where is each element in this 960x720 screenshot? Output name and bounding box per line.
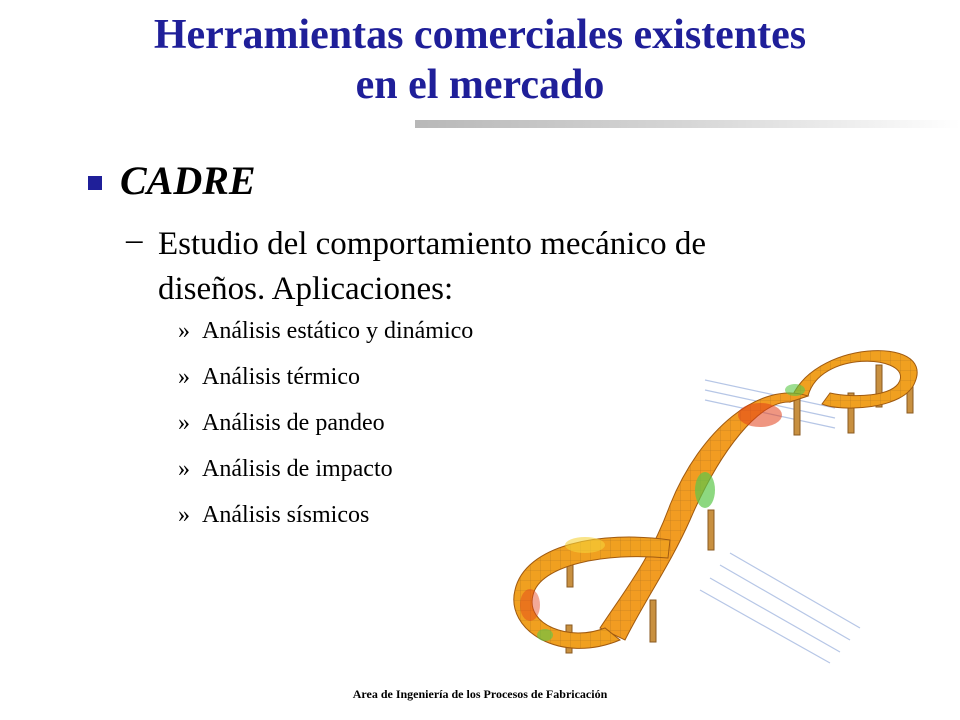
list-item: [178, 502, 369, 529]
title-line-2: en el mercado: [355, 62, 605, 108]
list-item: [178, 456, 393, 483]
item-label: Análisis de impacto: [202, 456, 393, 482]
title-line-1: Herramientas comerciales existentes: [153, 12, 807, 58]
sub-bullet-text: Estudio del comportamiento mecánico de diseños. Aplicaciones:: [158, 226, 706, 307]
square-bullet-icon: [88, 176, 102, 190]
footer-text: Area de Ingeniería de los Procesos de Fabricación: [352, 687, 608, 701]
item-marker: »: [178, 318, 190, 344]
slide-title: [0, 10, 960, 110]
bullet-cadre: CADRE: [120, 158, 256, 203]
title-divider: [415, 120, 960, 128]
item-marker: »: [178, 364, 190, 390]
item-label: Análisis térmico: [202, 364, 360, 390]
list-item: [178, 410, 385, 437]
item-marker: »: [178, 502, 190, 528]
item-marker: »: [178, 410, 190, 436]
fea-ramp-model: [500, 340, 920, 670]
item-label: Análisis de pandeo: [202, 410, 385, 436]
item-marker: »: [178, 456, 190, 482]
list-item: [178, 318, 473, 345]
item-label: Análisis sísmicos: [202, 502, 370, 528]
list-item: [178, 364, 360, 391]
reference-lines: [700, 380, 860, 663]
item-label: Análisis estático y dinámico: [202, 318, 474, 344]
dash-marker: –: [126, 222, 143, 258]
